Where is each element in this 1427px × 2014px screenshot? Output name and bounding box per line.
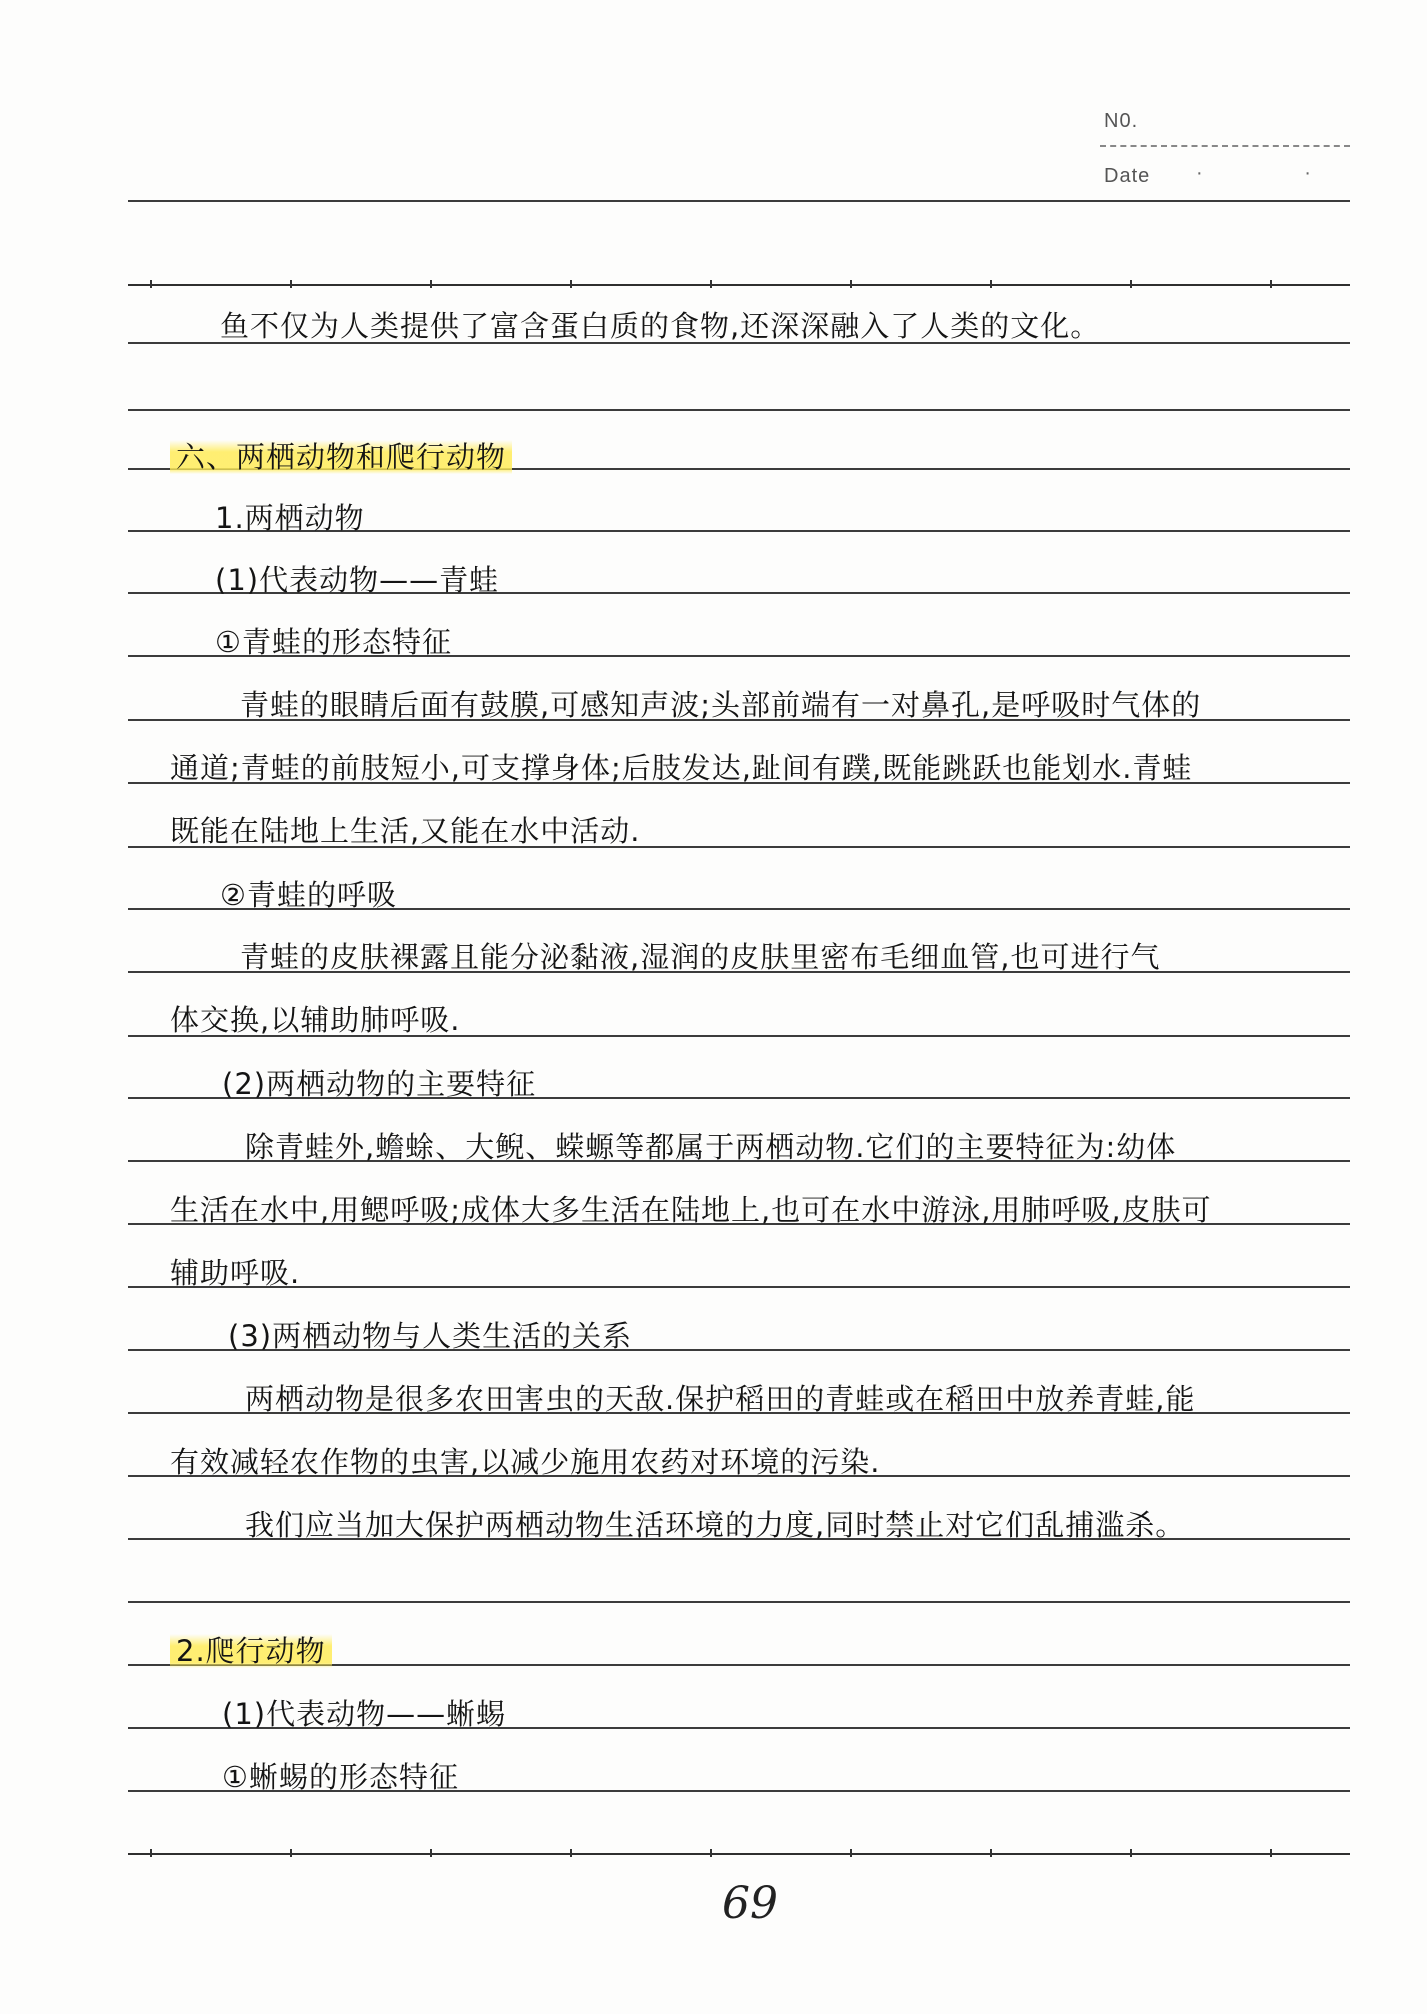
date-label: Date [1104,165,1151,187]
rule-tick [290,280,292,288]
rule-tick [710,280,712,288]
no-label: N0. [1104,110,1139,132]
rule-tick [570,1849,572,1857]
rule-tick [1270,280,1272,288]
rule-tick [570,280,572,288]
ruled-line [128,1286,1350,1288]
note-line: 生活在水中,用鳃呼吸;成体大多生活在陆地上,也可在水中游泳,用肺呼吸,皮肤可 [170,1193,1212,1227]
rule-tick [850,280,852,288]
rule-tick [1130,1849,1132,1857]
subsection-heading [170,1631,332,1671]
topic-heading: (3)两栖动物与人类生活的关系 [228,1319,633,1353]
date-dots: · · [1196,162,1359,184]
ruled-line [128,200,1350,202]
rule-tick [430,1849,432,1857]
note-line: 除青蛙外,蟾蜍、大鲵、蝾螈等都属于两栖动物.它们的主要特征为:幼体 [245,1130,1177,1164]
note-line: 体交换,以辅助肺呼吸. [170,1003,461,1037]
rule-tick [1130,280,1132,288]
rule-tick [710,1849,712,1857]
ruled-line [128,409,1350,411]
section-heading-text: 六、两栖动物和爬行动物 [170,440,512,474]
note-line: 有效减轻农作物的虫害,以减少施用农药对环境的污染. [170,1445,881,1479]
ruled-line [128,284,1350,286]
rule-tick [990,1849,992,1857]
subsection-heading-text: 2.爬行动物 [170,1634,332,1668]
rule-tick [990,280,992,288]
topic-heading: (2)两栖动物的主要特征 [222,1067,537,1101]
note-line: 我们应当加大保护两栖动物生活环境的力度,同时禁止对它们乱捕滥杀。 [245,1508,1186,1542]
note-line: 辅助呼吸. [170,1256,301,1290]
topic-heading: (1)代表动物——蜥蜴 [222,1697,507,1731]
rule-tick [290,1849,292,1857]
note-line: 青蛙的皮肤裸露且能分泌黏液,湿润的皮肤里密布毛细血管,也可进行气 [240,940,1161,974]
topic-heading: (1)代表动物——青蛙 [215,563,500,597]
topic-subheading: ①蜥蜴的形态特征 [222,1760,459,1794]
topic-subheading: ②青蛙的呼吸 [220,878,397,912]
ruled-line [128,1853,1350,1855]
note-line: 通道;青蛙的前肢短小,可支撑身体;后肢发达,趾间有蹼,既能跳跃也能划水.青蛙 [170,751,1193,785]
rule-tick [150,280,152,288]
rule-tick [430,280,432,288]
topic-subheading: ①青蛙的形态特征 [215,625,452,659]
subsection-heading: 1.两栖动物 [215,501,365,535]
note-line: 既能在陆地上生活,又能在水中活动. [170,814,641,848]
rule-tick [1270,1849,1272,1857]
no-dashed-line [1100,145,1350,147]
section-heading [170,437,512,477]
note-line: 两栖动物是很多农田害虫的天敌.保护稻田的青蛙或在稻田中放养青蛙,能 [245,1382,1196,1416]
page-number: 69 [722,1878,778,1929]
note-line: 鱼不仅为人类提供了富含蛋白质的食物,还深深融入了人类的文化。 [220,309,1101,343]
rule-tick [150,1849,152,1857]
note-line: 青蛙的眼睛后面有鼓膜,可感知声波;头部前端有一对鼻孔,是呼吸时气体的 [240,688,1202,722]
ruled-line [128,1601,1350,1603]
rule-tick [850,1849,852,1857]
